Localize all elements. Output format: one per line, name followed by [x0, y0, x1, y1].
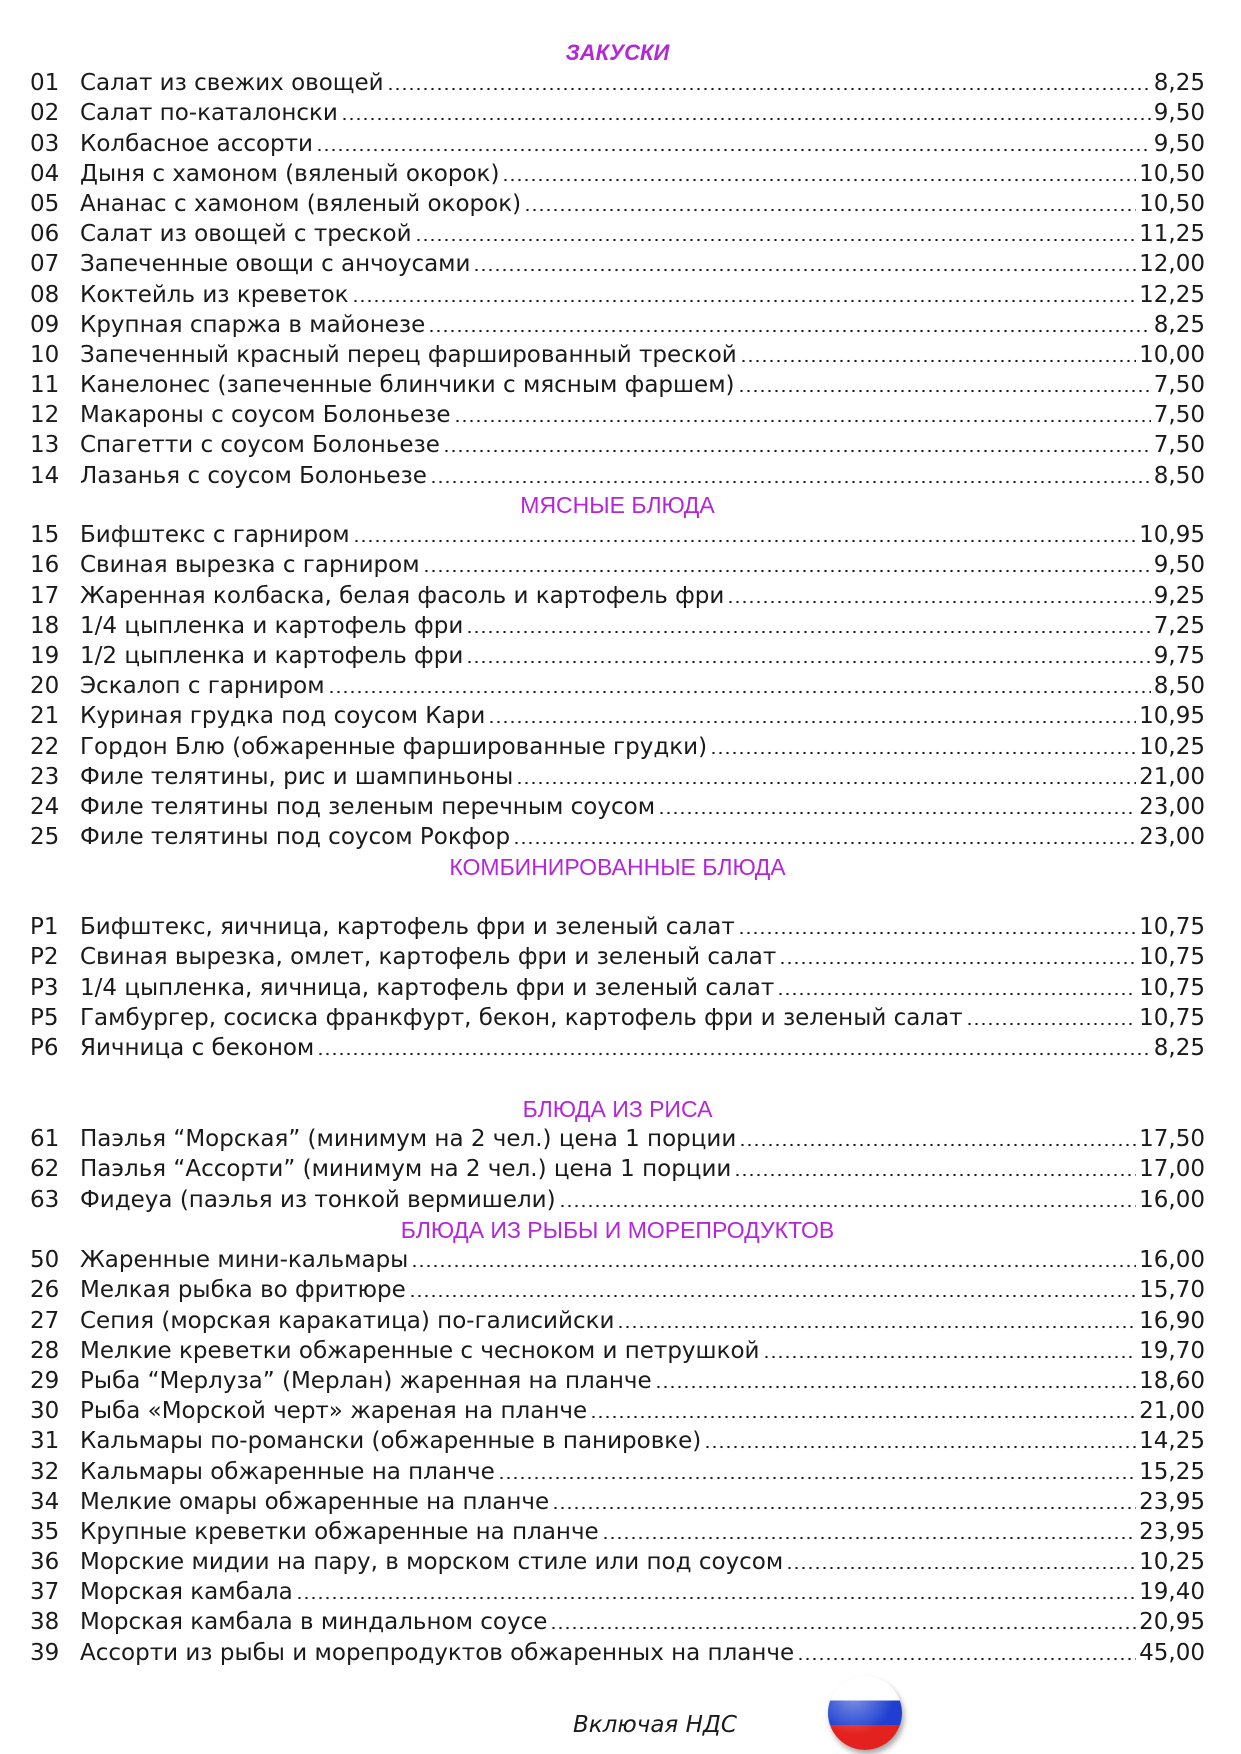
item-number: 16 — [30, 552, 60, 579]
item-name: Рыба «Морской черт» жареная на планче — [80, 1398, 588, 1425]
menu-item — [30, 159, 1205, 189]
item-name: Крупные креветки обжаренные на планче — [80, 1518, 599, 1545]
item-name: Морская камбала в миндальном соусе — [80, 1609, 548, 1636]
item-name: Бифштекс, яичница, картофель фри и зеленый салат — [80, 914, 735, 941]
menu-item — [30, 249, 1205, 279]
item-name: Фидеуа (паэлья из тонкой вермишели) — [80, 1186, 556, 1213]
menu-item — [30, 1184, 1205, 1214]
item-price: 8,25 — [1153, 70, 1205, 97]
item-number: 02 — [30, 100, 60, 127]
vat-note: Включая НДС — [573, 1712, 737, 1738]
dot-leader — [513, 841, 1136, 845]
item-name: Макароны с соусом Болоньезе — [80, 402, 451, 429]
item-number: 39 — [30, 1639, 60, 1666]
menu-item — [30, 912, 1205, 942]
dot-leader — [777, 992, 1136, 996]
dot-leader — [454, 419, 1151, 423]
item-price: 19,40 — [1139, 1579, 1205, 1606]
item-number: 27 — [30, 1307, 60, 1334]
section-title: БЛЮДА ИЗ РИСА — [522, 1096, 713, 1122]
menu-item — [30, 1517, 1205, 1547]
item-price: 17,00 — [1139, 1156, 1205, 1183]
dot-leader — [296, 1596, 1136, 1600]
menu-item — [30, 762, 1205, 792]
menu-item — [30, 1003, 1205, 1033]
item-number: 04 — [30, 160, 60, 187]
dot-leader — [409, 1294, 1136, 1298]
menu-item — [30, 1124, 1205, 1154]
item-name: Мелкие омары обжаренные на планче — [80, 1488, 550, 1515]
item-number: P5 — [30, 1004, 59, 1031]
menu-item — [30, 1154, 1205, 1184]
item-name: Крупная спаржа в майонезе — [80, 311, 426, 338]
item-number: 24 — [30, 793, 60, 820]
item-price: 23,95 — [1139, 1488, 1205, 1515]
item-number: P6 — [30, 1034, 59, 1061]
dot-leader — [415, 238, 1137, 242]
menu-item — [30, 641, 1205, 671]
dot-leader — [966, 1022, 1137, 1026]
item-name: Филе телятины, рис и шампиньоны — [80, 763, 514, 790]
item-number: 23 — [30, 763, 60, 790]
item-name: Жаренные мини-кальмары — [80, 1247, 409, 1274]
dot-leader — [655, 1385, 1137, 1389]
section-title: ЗАКУСКИ — [565, 40, 670, 65]
dot-leader — [466, 660, 1151, 664]
menu-item — [30, 340, 1205, 370]
item-name: Свиная вырезка, омлет, картофель фри и зеленый салат — [80, 944, 777, 971]
item-number: 20 — [30, 673, 60, 700]
item-number: 61 — [30, 1126, 60, 1153]
item-number: P3 — [30, 974, 59, 1001]
item-number: 18 — [30, 612, 60, 639]
item-name: Мелкая рыбка во фритюре — [80, 1277, 406, 1304]
menu-item — [30, 1245, 1205, 1275]
menu-item — [30, 1275, 1205, 1305]
item-number: 09 — [30, 311, 60, 338]
menu-item — [30, 1305, 1205, 1335]
item-price: 7,50 — [1153, 432, 1205, 459]
item-number: 01 — [30, 70, 60, 97]
dot-leader — [488, 720, 1136, 724]
menu-item — [30, 822, 1205, 852]
dot-leader — [316, 148, 1151, 152]
item-number: 14 — [30, 462, 60, 489]
dot-leader — [387, 87, 1151, 91]
menu-item — [30, 701, 1205, 731]
section-combo-dishes — [30, 852, 1205, 1063]
item-number: 38 — [30, 1609, 60, 1636]
section-appetizers — [30, 38, 1205, 491]
item-name: Куриная грудка под соусом Кари — [80, 703, 486, 730]
menu-item — [30, 1607, 1205, 1637]
item-name: Эскалоп с гарниром — [80, 673, 325, 700]
item-price: 14,25 — [1139, 1428, 1205, 1455]
item-name: Дыня с хамоном (вяленый окорок) — [80, 160, 500, 187]
item-price: 7,25 — [1153, 612, 1205, 639]
item-price: 18,60 — [1139, 1367, 1205, 1394]
menu-item — [30, 1336, 1205, 1366]
item-price: 10,50 — [1139, 160, 1205, 187]
russia-flag-icon — [828, 1676, 902, 1750]
dot-leader — [317, 1052, 1151, 1056]
menu-item — [30, 68, 1205, 98]
menu-item — [30, 520, 1205, 550]
item-price: 10,75 — [1139, 944, 1205, 971]
item-price: 10,95 — [1139, 522, 1205, 549]
item-name: Паэлья “Морская” (минимум на 2 чел.) цена 1 порции — [80, 1126, 737, 1153]
section-fish-seafood — [30, 1215, 1205, 1668]
item-price: 9,75 — [1153, 642, 1205, 669]
item-name: Запеченный красный перец фаршированный треской — [80, 341, 737, 368]
menu-item — [30, 310, 1205, 340]
item-number: 36 — [30, 1549, 60, 1576]
item-number: 26 — [30, 1277, 60, 1304]
dot-leader — [590, 1415, 1136, 1419]
dot-leader — [602, 1536, 1136, 1540]
item-price: 21,00 — [1139, 1398, 1205, 1425]
item-name: Ананас с хамоном (вяленый окорок) — [80, 190, 522, 217]
menu-item — [30, 1033, 1205, 1063]
item-price: 10,75 — [1139, 974, 1205, 1001]
dot-leader — [423, 569, 1151, 573]
item-number: 07 — [30, 251, 60, 278]
item-name: 1/2 цыпленка и картофель фри — [80, 642, 464, 669]
dot-leader — [734, 1173, 1136, 1177]
item-number: 28 — [30, 1337, 60, 1364]
menu-item — [30, 942, 1205, 972]
item-number: 15 — [30, 522, 60, 549]
dot-leader — [430, 480, 1151, 484]
dot-leader — [473, 268, 1136, 272]
menu-item — [30, 580, 1205, 610]
item-number: 08 — [30, 281, 60, 308]
dot-leader — [353, 539, 1137, 543]
dot-leader — [443, 449, 1151, 453]
item-price: 7,50 — [1153, 372, 1205, 399]
item-number: 03 — [30, 130, 60, 157]
item-price: 12,25 — [1139, 281, 1205, 308]
item-number: 31 — [30, 1428, 60, 1455]
item-number: 17 — [30, 582, 60, 609]
item-price: 8,25 — [1153, 311, 1205, 338]
menu-item — [30, 671, 1205, 701]
item-name: Жаренная колбаска, белая фасоль и картофель фри — [80, 582, 725, 609]
item-number: 19 — [30, 642, 60, 669]
section-rice-dishes — [30, 1094, 1205, 1215]
dot-leader — [341, 117, 1151, 121]
dot-leader — [738, 389, 1151, 393]
menu-item — [30, 1396, 1205, 1426]
menu-item — [30, 430, 1205, 460]
menu-item — [30, 1577, 1205, 1607]
item-price: 19,70 — [1139, 1337, 1205, 1364]
item-name: Гамбургер, сосиска франкфурт, бекон, картофель фри и зеленый салат — [80, 1004, 963, 1031]
dot-leader — [710, 751, 1136, 755]
section-title: КОМБИНИРОВАННЫЕ БЛЮДА — [449, 854, 786, 880]
dot-leader — [738, 931, 1136, 935]
dot-leader — [524, 208, 1136, 212]
menu-item — [30, 550, 1205, 580]
item-number: 63 — [30, 1186, 60, 1213]
item-number: 22 — [30, 733, 60, 760]
item-price: 9,25 — [1153, 582, 1205, 609]
item-number: 12 — [30, 402, 60, 429]
item-number: 50 — [30, 1247, 60, 1274]
item-price: 16,00 — [1139, 1247, 1205, 1274]
item-name: Филе телятины под зеленым перечным соусом — [80, 793, 656, 820]
item-name: Кальмары обжаренные на планче — [80, 1458, 495, 1485]
menu-item — [30, 611, 1205, 641]
item-price: 45,00 — [1139, 1639, 1205, 1666]
item-name: Морская камбала — [80, 1579, 293, 1606]
item-price: 10,95 — [1139, 703, 1205, 730]
item-number: 25 — [30, 824, 60, 851]
item-price: 21,00 — [1139, 763, 1205, 790]
menu-item — [30, 1637, 1205, 1667]
item-name: Гордон Блю (обжаренные фаршированные грудки) — [80, 733, 708, 760]
dot-leader — [740, 359, 1136, 363]
item-name: Свиная вырезка с гарниром — [80, 552, 420, 579]
dot-leader — [498, 1476, 1136, 1480]
item-price: 10,25 — [1139, 1549, 1205, 1576]
item-number: 11 — [30, 372, 60, 399]
item-name: Канелонес (запеченные блинчики с мясным фаршем) — [80, 372, 735, 399]
menu-item — [30, 1366, 1205, 1396]
item-price: 16,90 — [1139, 1307, 1205, 1334]
dot-leader — [502, 178, 1136, 182]
item-name: Кальмары по-романски (обжаренные в панировке) — [80, 1428, 702, 1455]
dot-leader — [763, 1355, 1137, 1359]
item-price: 23,00 — [1139, 793, 1205, 820]
item-price: 15,70 — [1139, 1277, 1205, 1304]
dot-leader — [704, 1445, 1136, 1449]
item-price: 17,50 — [1139, 1126, 1205, 1153]
item-price: 9,50 — [1153, 100, 1205, 127]
dot-leader — [739, 1143, 1136, 1147]
dot-leader — [516, 781, 1136, 785]
menu-item — [30, 731, 1205, 761]
item-name: Ассорти из рыбы и морепродуктов обжаренных на планче — [80, 1639, 795, 1666]
menu-item — [30, 1456, 1205, 1486]
menu-item — [30, 189, 1205, 219]
item-price: 10,25 — [1139, 733, 1205, 760]
item-price: 11,25 — [1139, 221, 1205, 248]
menu-item — [30, 1487, 1205, 1517]
item-name: Колбасное ассорти — [80, 130, 313, 157]
section-title: МЯСНЫЕ БЛЮДА — [520, 492, 715, 518]
item-price: 23,00 — [1139, 824, 1205, 851]
item-price: 15,25 — [1139, 1458, 1205, 1485]
menu-item — [30, 400, 1205, 430]
dot-leader — [466, 630, 1151, 634]
item-name: Сепия (морская каракатица) по-галисийски — [80, 1307, 615, 1334]
dot-leader — [352, 299, 1137, 303]
item-name: Спагетти с соусом Болоньезе — [80, 432, 440, 459]
dot-leader — [727, 600, 1150, 604]
item-number: 34 — [30, 1488, 60, 1515]
item-price: 10,00 — [1139, 341, 1205, 368]
item-name: Морские мидии на пару, в морском стиле или под соусом — [80, 1549, 784, 1576]
item-name: Паэлья “Ассорти” (минимум на 2 чел.) цена 1 порции — [80, 1156, 732, 1183]
item-number: 62 — [30, 1156, 60, 1183]
dot-leader — [559, 1204, 1137, 1208]
section-meat-dishes — [30, 490, 1205, 852]
item-name: Запеченные овощи с анчоусами — [80, 251, 471, 278]
menu-item — [30, 98, 1205, 128]
item-price: 9,50 — [1153, 552, 1205, 579]
item-number: 05 — [30, 190, 60, 217]
item-name: Яичница с беконом — [80, 1034, 315, 1061]
item-price: 20,95 — [1139, 1609, 1205, 1636]
dot-leader — [328, 690, 1151, 694]
menu-item — [30, 128, 1205, 158]
item-price: 10,75 — [1139, 1004, 1205, 1031]
dot-leader — [617, 1325, 1136, 1329]
item-name: Коктейль из креветок — [80, 281, 349, 308]
dot-leader — [552, 1506, 1136, 1510]
item-number: 10 — [30, 341, 60, 368]
item-number: 35 — [30, 1518, 60, 1545]
item-name: Салат из овощей с треской — [80, 221, 412, 248]
item-name: Салат по-каталонски — [80, 100, 338, 127]
item-price: 16,00 — [1139, 1186, 1205, 1213]
dot-leader — [786, 1566, 1136, 1570]
item-price: 9,50 — [1153, 130, 1205, 157]
item-number: 21 — [30, 703, 60, 730]
menu-item — [30, 460, 1205, 490]
menu-item — [30, 370, 1205, 400]
dot-leader — [428, 329, 1151, 333]
item-name: Мелкие креветки обжаренные с чесноком и петрушкой — [80, 1337, 760, 1364]
menu-item — [30, 279, 1205, 309]
item-price: 12,00 — [1139, 251, 1205, 278]
item-name: 1/4 цыпленка и картофель фри — [80, 612, 464, 639]
item-number: 37 — [30, 1579, 60, 1606]
dot-leader — [550, 1626, 1136, 1630]
item-name: 1/4 цыпленка, яичница, картофель фри и зеленый салат — [80, 974, 775, 1001]
item-name: Салат из свежих овощей — [80, 70, 384, 97]
item-name: Бифштекс с гарниром — [80, 522, 350, 549]
dot-leader — [658, 811, 1136, 815]
section-title: БЛЮДА ИЗ РЫБЫ И МОРЕПРОДУКТОВ — [400, 1217, 835, 1243]
item-price: 8,50 — [1153, 673, 1205, 700]
item-number: P1 — [30, 914, 59, 941]
menu-item — [30, 792, 1205, 822]
item-price: 7,50 — [1153, 402, 1205, 429]
item-price: 10,50 — [1139, 190, 1205, 217]
menu-item — [30, 1426, 1205, 1456]
item-price: 8,25 — [1153, 1034, 1205, 1061]
menu-item — [30, 219, 1205, 249]
item-name: Лазанья с соусом Болоньезе — [80, 462, 427, 489]
item-number: 29 — [30, 1367, 60, 1394]
item-number: 30 — [30, 1398, 60, 1425]
menu-item — [30, 972, 1205, 1002]
dot-leader — [797, 1657, 1136, 1661]
item-number: 13 — [30, 432, 60, 459]
item-price: 8,50 — [1153, 462, 1205, 489]
menu-item — [30, 1547, 1205, 1577]
item-number: 06 — [30, 221, 60, 248]
item-name: Филе телятины под соусом Рокфор — [80, 824, 511, 851]
item-number: P2 — [30, 944, 59, 971]
item-price: 10,75 — [1139, 914, 1205, 941]
dot-leader — [779, 961, 1136, 965]
item-price: 23,95 — [1139, 1518, 1205, 1545]
item-number: 32 — [30, 1458, 60, 1485]
item-name: Рыба “Мерлуза” (Мерлан) жаренная на планче — [80, 1367, 652, 1394]
dot-leader — [411, 1264, 1136, 1268]
